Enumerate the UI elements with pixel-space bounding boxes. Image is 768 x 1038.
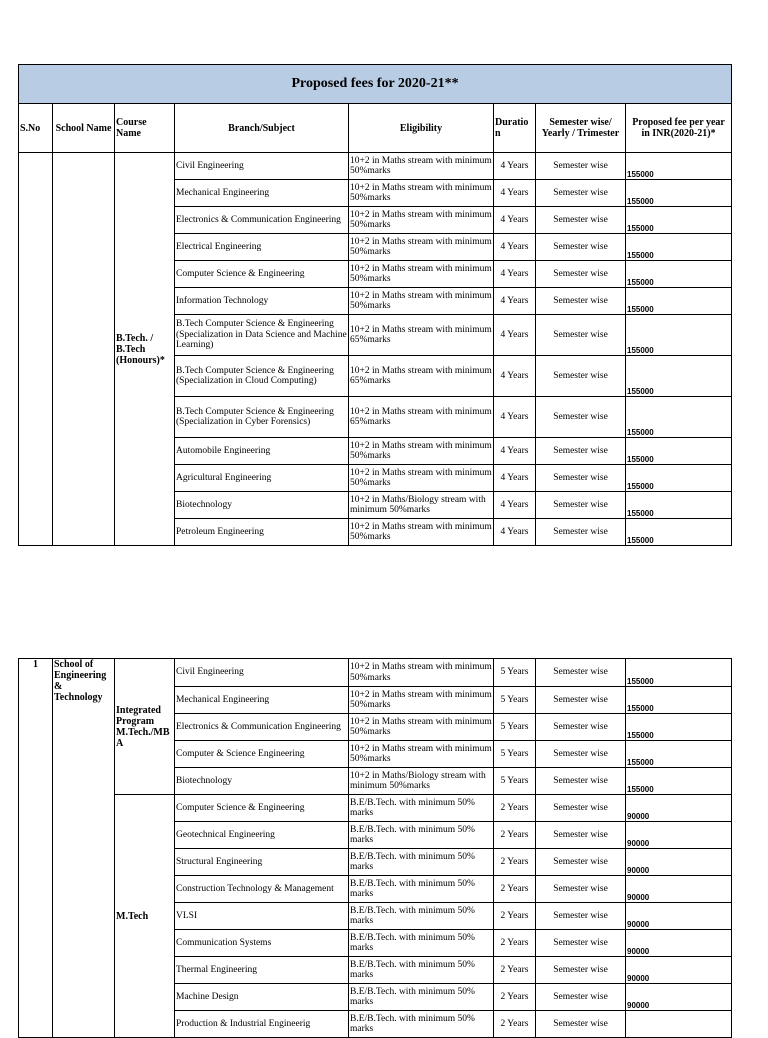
eligibility-cell: B.E/B.Tech. with minimum 50% marks — [349, 822, 494, 849]
branch-cell: Computer & Science Engineering — [175, 741, 349, 768]
semester-cell: Semester wise — [536, 261, 626, 288]
fee-cell: 155000 — [626, 519, 732, 546]
branch-cell: Electronics & Communication Engineering — [175, 207, 349, 234]
fee-cell: 90000 — [626, 849, 732, 876]
eligibility-cell: 10+2 in Maths stream with minimum 50%marks — [349, 741, 494, 768]
semester-cell: Semester wise — [536, 849, 626, 876]
duration-cell: 4 Years — [494, 153, 536, 180]
eligibility-cell: 10+2 in Maths stream with minimum 50%marks — [349, 288, 494, 315]
fee-cell: 90000 — [626, 957, 732, 984]
eligibility-cell: 10+2 in Maths stream with minimum 50%marks — [349, 465, 494, 492]
branch-cell: Civil Engineering — [175, 659, 349, 687]
branch-cell: B.Tech Computer Science & Engineering (Specialization in Cyber Forensics) — [175, 397, 349, 438]
eligibility-cell: B.E/B.Tech. with minimum 50% marks — [349, 957, 494, 984]
eligibility-cell: B.E/B.Tech. with minimum 50% marks — [349, 930, 494, 957]
fee-cell: 155000 — [626, 687, 732, 714]
branch-cell: Communication Systems — [175, 930, 349, 957]
sno-cell: 1 — [19, 659, 53, 1038]
header-semester: Semester wise/ Yearly / Trimester — [536, 104, 626, 153]
eligibility-cell: 10+2 in Maths stream with minimum 65%marks — [349, 356, 494, 397]
branch-cell: Biotechnology — [175, 768, 349, 795]
fee-table-page-1 — [18, 64, 731, 545]
eligibility-cell: 10+2 in Maths stream with minimum 50%marks — [349, 234, 494, 261]
duration-cell: 2 Years — [494, 1011, 536, 1038]
duration-cell: 4 Years — [494, 465, 536, 492]
semester-cell: Semester wise — [536, 714, 626, 741]
eligibility-cell: 10+2 in Maths stream with minimum 50%marks — [349, 659, 494, 687]
semester-cell: Semester wise — [536, 957, 626, 984]
branch-cell: Biotechnology — [175, 492, 349, 519]
duration-cell: 2 Years — [494, 984, 536, 1011]
eligibility-cell: 10+2 in Maths stream with minimum 65%marks — [349, 315, 494, 356]
semester-cell: Semester wise — [536, 438, 626, 465]
sno-cell — [19, 153, 53, 546]
duration-cell: 4 Years — [494, 356, 536, 397]
branch-cell: B.Tech Computer Science & Engineering (Specialization in Cloud Computing) — [175, 356, 349, 397]
branch-cell: Thermal Engineering — [175, 957, 349, 984]
duration-cell: 4 Years — [494, 180, 536, 207]
branch-cell: Structural Engineering — [175, 849, 349, 876]
duration-cell: 4 Years — [494, 438, 536, 465]
course-integrated: Integrated Program M.Tech./MB A — [115, 659, 175, 795]
semester-cell: Semester wise — [536, 930, 626, 957]
semester-cell: Semester wise — [536, 153, 626, 180]
fee-cell: 90000 — [626, 930, 732, 957]
duration-cell: 4 Years — [494, 519, 536, 546]
eligibility-cell: B.E/B.Tech. with minimum 50% marks — [349, 984, 494, 1011]
eligibility-cell: 10+2 in Maths stream with minimum 50%marks — [349, 153, 494, 180]
branch-cell: Agricultural Engineering — [175, 465, 349, 492]
eligibility-cell: 10+2 in Maths stream with minimum 50%marks — [349, 261, 494, 288]
semester-cell: Semester wise — [536, 397, 626, 438]
fees-table — [18, 64, 732, 546]
fee-cell: 155000 — [626, 315, 732, 356]
eligibility-cell: 10+2 in Maths stream with minimum 50%marks — [349, 180, 494, 207]
duration-cell: 2 Years — [494, 930, 536, 957]
semester-cell: Semester wise — [536, 207, 626, 234]
semester-cell: Semester wise — [536, 180, 626, 207]
eligibility-cell: B.E/B.Tech. with minimum 50% marks — [349, 1011, 494, 1038]
semester-cell: Semester wise — [536, 741, 626, 768]
eligibility-cell: B.E/B.Tech. with minimum 50% marks — [349, 849, 494, 876]
duration-cell: 5 Years — [494, 714, 536, 741]
duration-cell: 4 Years — [494, 207, 536, 234]
semester-cell: Semester wise — [536, 356, 626, 397]
semester-cell: Semester wise — [536, 903, 626, 930]
semester-cell: Semester wise — [536, 315, 626, 356]
duration-cell: 4 Years — [494, 261, 536, 288]
duration-cell: 2 Years — [494, 876, 536, 903]
course-mtech: M.Tech — [115, 795, 175, 1038]
table-title: Proposed fees for 2020-21** — [19, 65, 732, 104]
semester-cell: Semester wise — [536, 822, 626, 849]
duration-cell: 5 Years — [494, 768, 536, 795]
duration-cell: 2 Years — [494, 849, 536, 876]
eligibility-cell: 10+2 in Maths stream with minimum 50%marks — [349, 687, 494, 714]
fee-cell: 90000 — [626, 903, 732, 930]
fee-table-page-2 — [18, 658, 731, 1034]
eligibility-cell: 10+2 in Maths stream with minimum 50%marks — [349, 207, 494, 234]
semester-cell: Semester wise — [536, 234, 626, 261]
fees-table-continued — [18, 658, 732, 1038]
branch-cell: Electrical Engineering — [175, 234, 349, 261]
branch-cell: Machine Design — [175, 984, 349, 1011]
branch-cell: Computer Science & Engineering — [175, 795, 349, 822]
eligibility-cell: 10+2 in Maths stream with minimum 50%marks — [349, 714, 494, 741]
fee-cell: 155000 — [626, 356, 732, 397]
duration-cell: 2 Years — [494, 795, 536, 822]
school-name-cell — [53, 153, 115, 546]
fee-cell: 155000 — [626, 153, 732, 180]
branch-cell: Mechanical Engineering — [175, 687, 349, 714]
duration-cell: 5 Years — [494, 741, 536, 768]
semester-cell: Semester wise — [536, 659, 626, 687]
branch-cell: Petroleum Engineering — [175, 519, 349, 546]
header-course-name: Course Name — [115, 104, 175, 153]
branch-cell: Computer Science & Engineering — [175, 261, 349, 288]
fee-cell: 155000 — [626, 714, 732, 741]
duration-cell: 5 Years — [494, 687, 536, 714]
semester-cell: Semester wise — [536, 519, 626, 546]
semester-cell: Semester wise — [536, 768, 626, 795]
semester-cell: Semester wise — [536, 1011, 626, 1038]
branch-cell: Mechanical Engineering — [175, 180, 349, 207]
semester-cell: Semester wise — [536, 465, 626, 492]
fee-cell: 155000 — [626, 741, 732, 768]
fee-cell: 90000 — [626, 795, 732, 822]
header-eligibility: Eligibility — [349, 104, 494, 153]
header-duration: Duratio n — [494, 104, 536, 153]
eligibility-cell: B.E/B.Tech. with minimum 50% marks — [349, 876, 494, 903]
header-sno: S.No — [19, 104, 53, 153]
fee-cell: 155000 — [626, 492, 732, 519]
semester-cell: Semester wise — [536, 288, 626, 315]
branch-cell: Civil Engineering — [175, 153, 349, 180]
table-row — [19, 659, 732, 687]
duration-cell: 2 Years — [494, 957, 536, 984]
semester-cell: Semester wise — [536, 876, 626, 903]
eligibility-cell: B.E/B.Tech. with minimum 50% marks — [349, 795, 494, 822]
duration-cell: 4 Years — [494, 397, 536, 438]
semester-cell: Semester wise — [536, 687, 626, 714]
eligibility-cell: 10+2 in Maths stream with minimum 65%marks — [349, 397, 494, 438]
branch-cell: B.Tech Computer Science & Engineering (Specialization in Data Science and Machine Learning) — [175, 315, 349, 356]
eligibility-cell: 10+2 in Maths/Biology stream with minimum 50%marks — [349, 492, 494, 519]
eligibility-cell: B.E/B.Tech. with minimum 50% marks — [349, 903, 494, 930]
branch-cell: VLSI — [175, 903, 349, 930]
header-fee: Proposed fee per year in INR(2020-21)* — [626, 104, 732, 153]
eligibility-cell: 10+2 in Maths stream with minimum 50%marks — [349, 438, 494, 465]
fee-cell: 155000 — [626, 207, 732, 234]
fee-cell: 155000 — [626, 768, 732, 795]
duration-cell: 2 Years — [494, 903, 536, 930]
fee-cell: 155000 — [626, 234, 732, 261]
fee-cell: 155000 — [626, 465, 732, 492]
duration-cell: 2 Years — [494, 822, 536, 849]
table-row — [19, 153, 732, 180]
fee-cell: 155000 — [626, 659, 732, 687]
branch-cell: Electronics & Communication Engineering — [175, 714, 349, 741]
duration-cell: 4 Years — [494, 492, 536, 519]
branch-cell: Information Technology — [175, 288, 349, 315]
fee-cell — [626, 1011, 732, 1038]
fee-cell: 155000 — [626, 288, 732, 315]
semester-cell: Semester wise — [536, 984, 626, 1011]
fee-cell: 155000 — [626, 397, 732, 438]
duration-cell: 4 Years — [494, 288, 536, 315]
semester-cell: Semester wise — [536, 492, 626, 519]
fee-cell: 155000 — [626, 438, 732, 465]
duration-cell: 4 Years — [494, 234, 536, 261]
school-name-cell: School of Engineering & Technology — [53, 659, 115, 1038]
branch-cell: Production & Industrial Engineerig — [175, 1011, 349, 1038]
branch-cell: Automobile Engineering — [175, 438, 349, 465]
fee-cell: 90000 — [626, 876, 732, 903]
course-btech: B.Tech. / B.Tech (Honours)* — [115, 153, 175, 546]
table-row — [19, 795, 732, 822]
branch-cell: Geotechnical Engineering — [175, 822, 349, 849]
eligibility-cell: 10+2 in Maths stream with minimum 50%marks — [349, 519, 494, 546]
fee-cell: 90000 — [626, 822, 732, 849]
header-branch: Branch/Subject — [175, 104, 349, 153]
semester-cell: Semester wise — [536, 795, 626, 822]
fee-cell: 155000 — [626, 180, 732, 207]
duration-cell: 5 Years — [494, 659, 536, 687]
fee-cell: 155000 — [626, 261, 732, 288]
header-school-name: School Name — [53, 104, 115, 153]
branch-cell: Construction Technology & Management — [175, 876, 349, 903]
eligibility-cell: 10+2 in Maths/Biology stream with minimum 50%marks — [349, 768, 494, 795]
duration-cell: 4 Years — [494, 315, 536, 356]
header-row — [19, 104, 732, 153]
fee-cell: 90000 — [626, 984, 732, 1011]
